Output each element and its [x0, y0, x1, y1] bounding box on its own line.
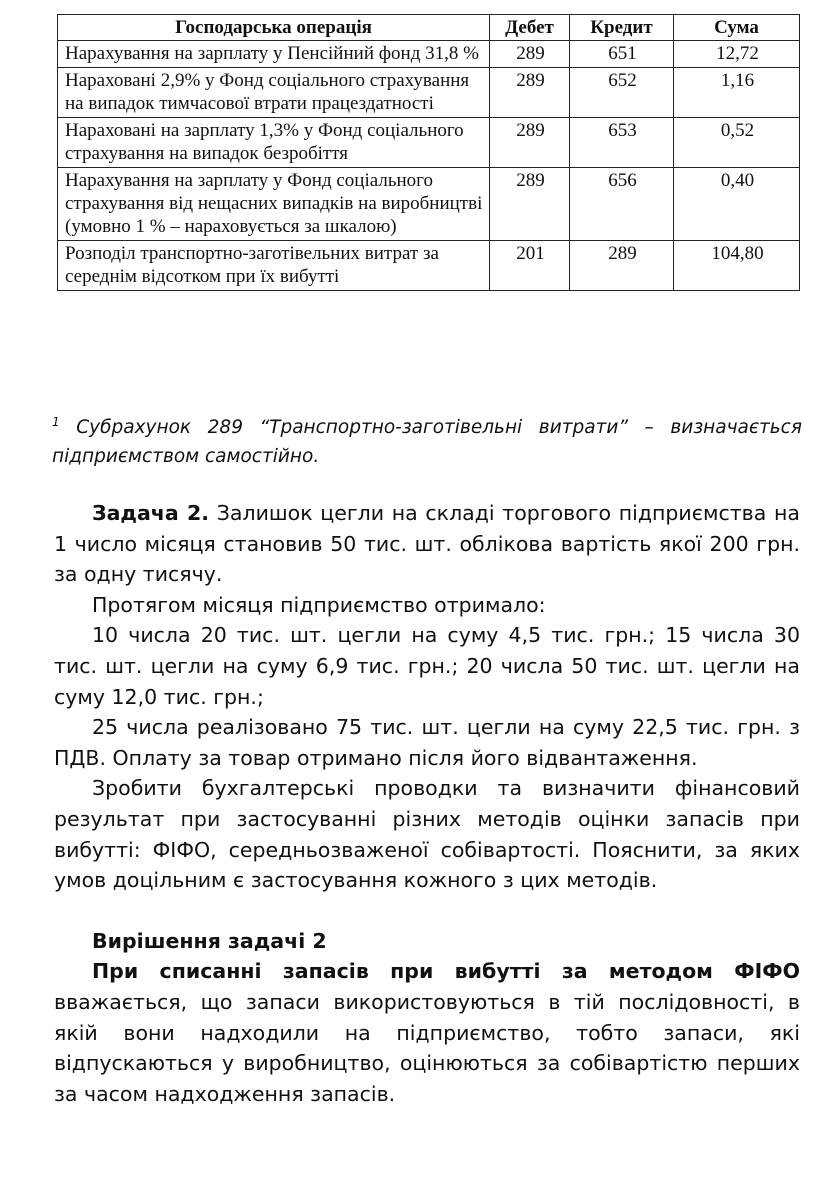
operation-cell: Нараховані 2,9% у Фонд соціального страхування на випадок тимчасової втрати працездатності	[58, 68, 490, 118]
footnote-text: Субрахунок 289 “Транспортно-заготівельні витрати” – визначається підприємством самостійно.	[52, 417, 802, 467]
operation-cell: Нарахування на зарплату у Фонд соціального страхування від нещасних випадків на виробництві (умовно 1 % – нараховується за шкалою)	[58, 168, 490, 241]
header-debit: Дебет	[490, 15, 570, 41]
debit-cell: 289	[490, 118, 570, 168]
amount-cell: 104,80	[674, 241, 800, 291]
task-label: Задача 2.	[92, 501, 210, 525]
solution-lead: При списанні запасів при вибутті за методом ФІФО	[92, 959, 800, 984]
solution-paragraph	[54, 956, 800, 1109]
credit-cell: 651	[570, 41, 674, 68]
debit-cell: 289	[490, 41, 570, 68]
footnote-marker: 1	[52, 415, 60, 429]
credit-cell: 653	[570, 118, 674, 168]
table-row	[58, 241, 800, 291]
credit-cell: 652	[570, 68, 674, 118]
amount-cell: 1,16	[674, 68, 800, 118]
operation-cell: Розподіл транспортно-заготівельних витрат за середнім відсотком при їх вибутті	[58, 241, 490, 291]
debit-cell: 201	[490, 241, 570, 291]
credit-cell: 289	[570, 241, 674, 291]
assignment-paragraph: Зробити бухгалтерські проводки та визначити фінансовий результат при застосуванні різних методів оцінки запасів при вибутті: ФІФО, середньозваженої собівартості. Пояснити, за яких умов доцільним є застосування кожного з цих методів.	[54, 776, 800, 893]
operation-cell: Нараховані на зарплату 1,3% у Фонд соціального страхування на випадок безробіття	[58, 118, 490, 168]
solution-heading: Вирішення задачі 2	[92, 928, 327, 953]
credit-cell: 656	[570, 168, 674, 241]
section-gap	[54, 896, 800, 926]
table-row	[58, 118, 800, 168]
operations-table	[57, 14, 800, 291]
solution-text: вважається, що запаси використовуються в тій послідовності, в якій вони надходили на підприємство, тобто запаси, які відпускаються у виробництво, оцінюються за собівартістю перших за часом надходження запасів.	[54, 989, 800, 1106]
sale-paragraph: 25 числа реалізовано 75 тис. шт. цегли на суму 22,5 тис. грн. з ПДВ. Оплату за товар отримано після його відвантаження.	[54, 715, 800, 770]
debit-cell: 289	[490, 168, 570, 241]
received-heading: Протягом місяця підприємство отримало:	[92, 592, 546, 617]
header-amount: Сума	[674, 15, 800, 41]
amount-cell: 12,72	[674, 41, 800, 68]
header-operation: Господарська операція	[58, 15, 490, 41]
task-section	[54, 498, 800, 1109]
footnote	[52, 408, 802, 471]
table-header-row	[58, 15, 800, 41]
task-intro-paragraph	[54, 498, 800, 590]
header-credit: Кредит	[570, 15, 674, 41]
task-intro: Залишок цегли на складі торгового підприємства на 1 число місяця становив 50 тис. шт. облікова вартість якої 200 грн. за одну тисячу.	[54, 501, 800, 587]
table-row	[58, 68, 800, 118]
debit-cell: 289	[490, 68, 570, 118]
operation-cell: Нарахування на зарплату у Пенсійний фонд 31,8 %	[58, 41, 490, 68]
table-row	[58, 168, 800, 241]
amount-cell: 0,52	[674, 118, 800, 168]
received-list: 10 числа 20 тис. шт. цегли на суму 4,5 тис. грн.; 15 числа 30 тис. шт. цегли на суму 6,9 тис. грн.; 20 числа 50 тис. шт. цегли на суму 12,0 тис. грн.;	[54, 623, 800, 709]
amount-cell: 0,40	[674, 168, 800, 241]
table-row	[58, 41, 800, 68]
